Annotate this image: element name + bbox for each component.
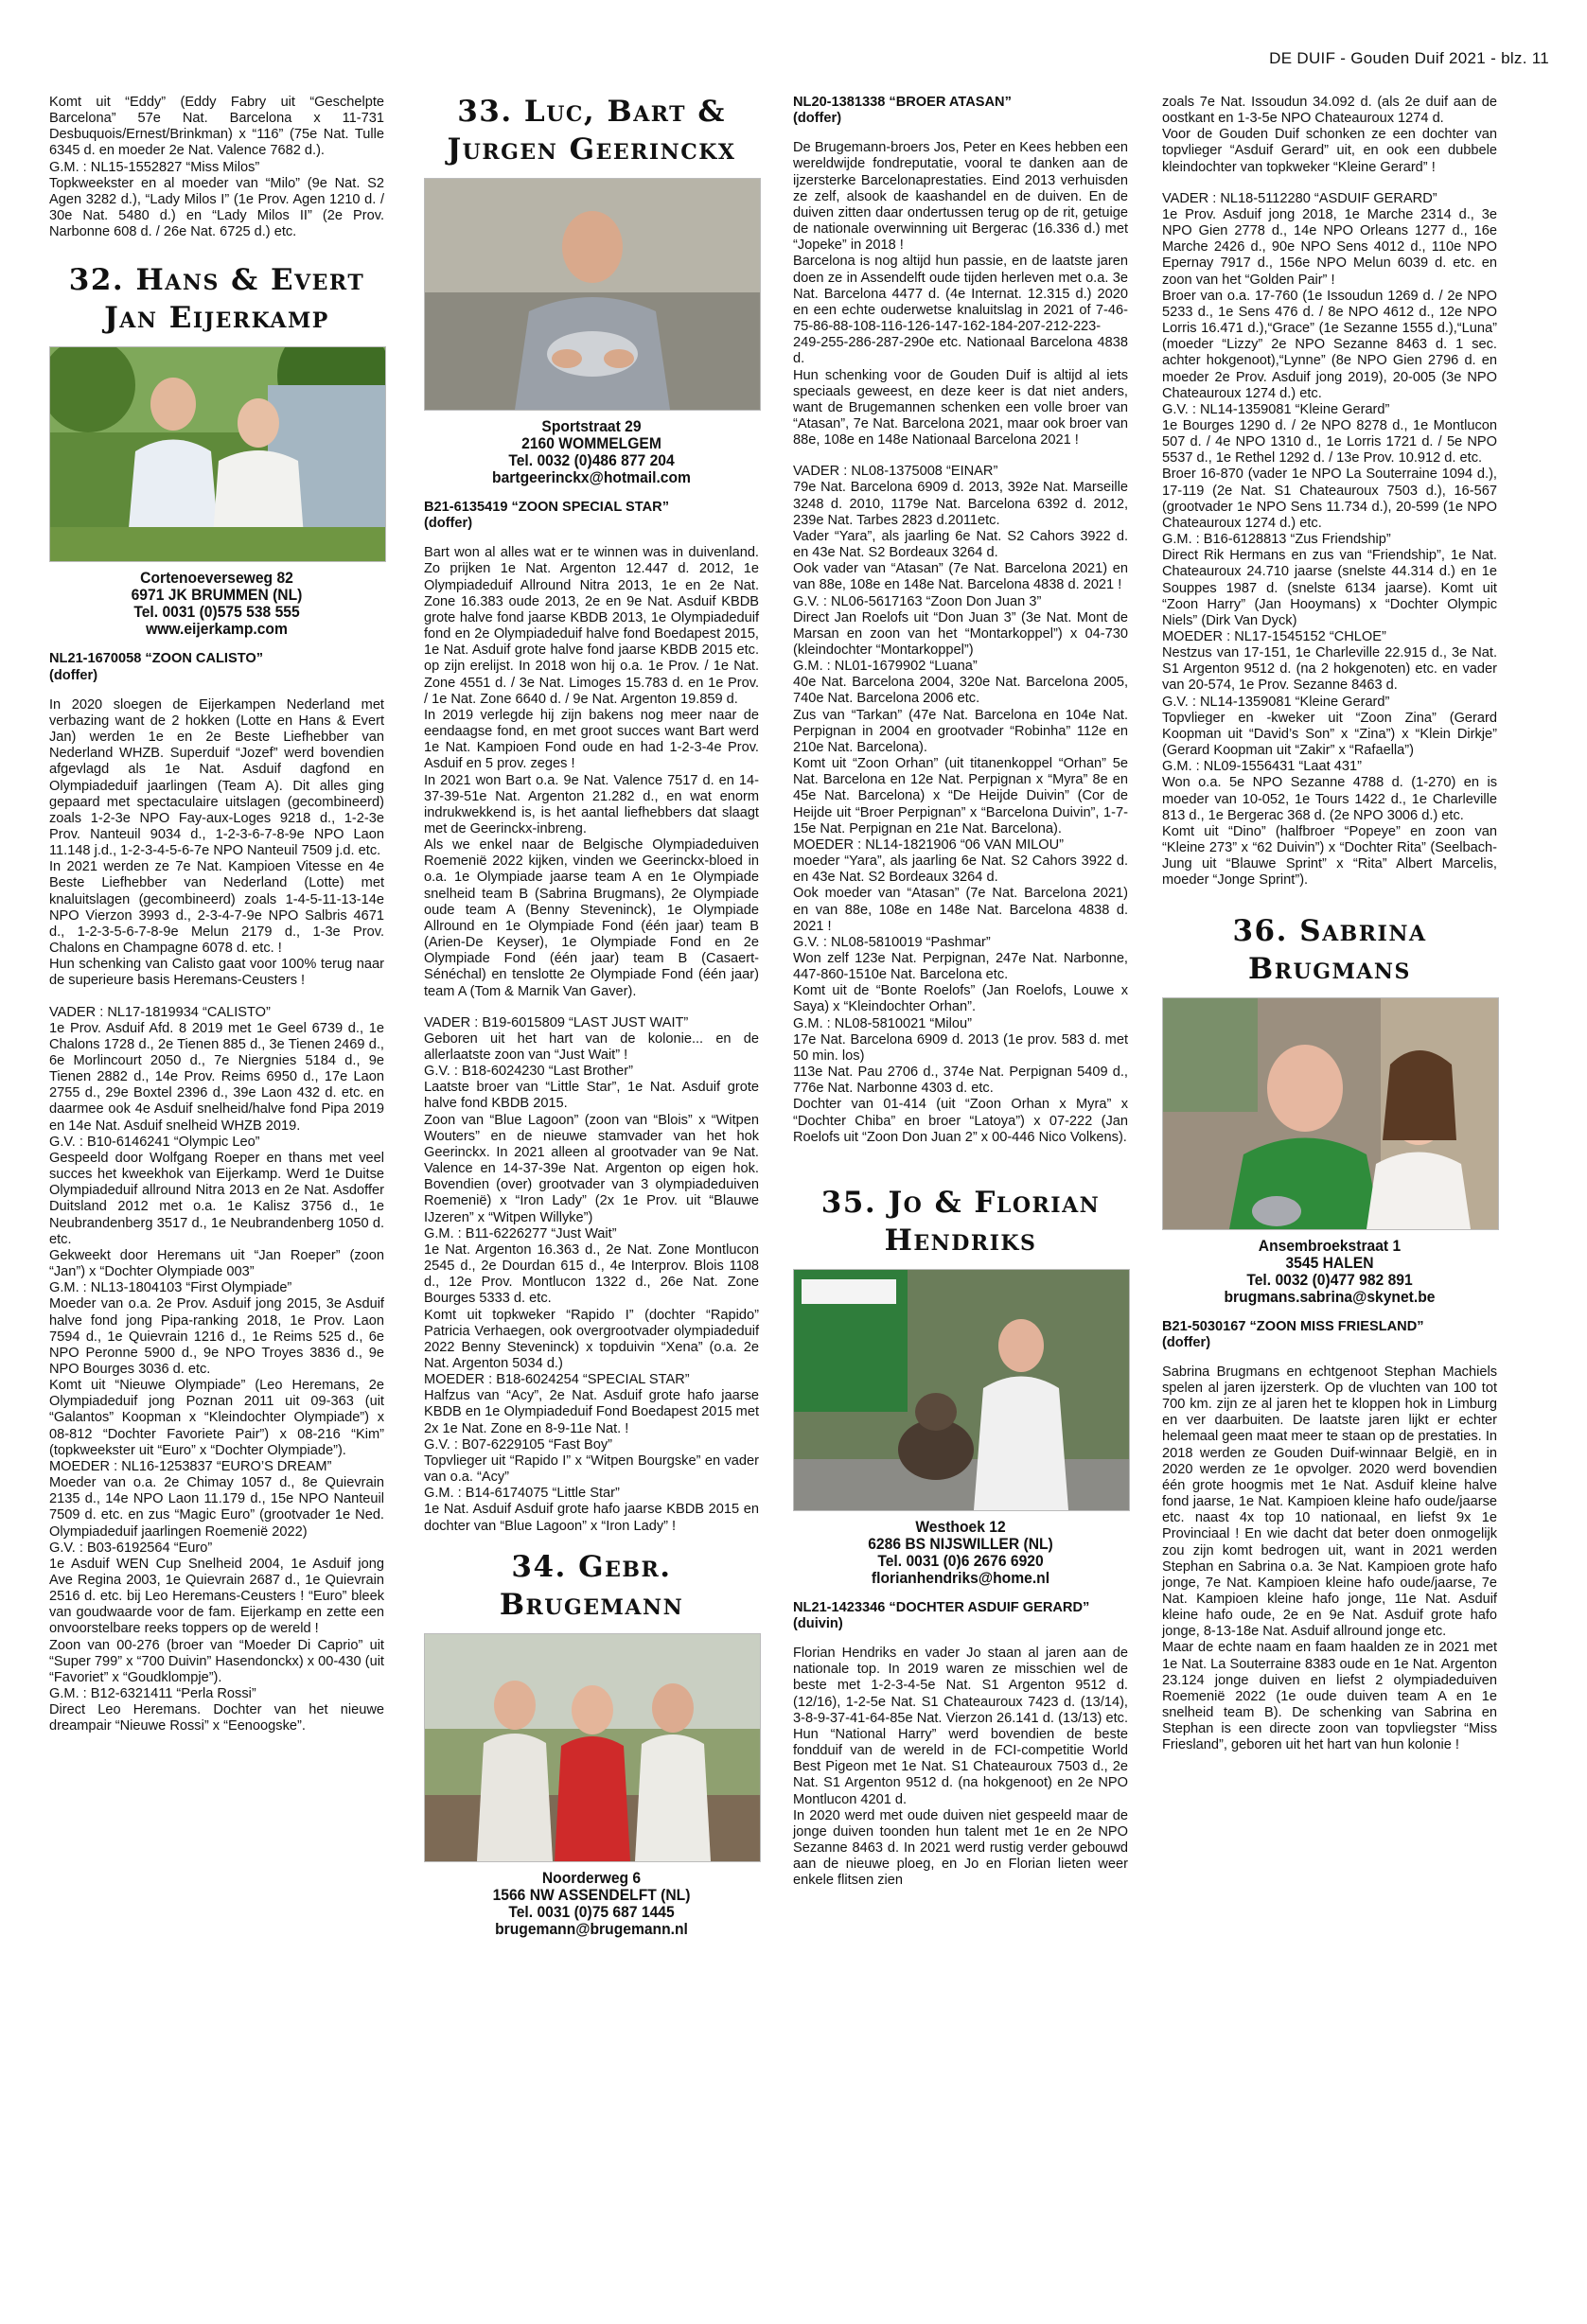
- body-35: Florian Hendriks en vader Jo staan al jaren aan de nationale top. In 2019 waren ze misschien wel de beste met 1-2-3-4-5e Nat. S1 Argenton 9512 d. (12/16), 1-2-5e Nat. S1 Chateauroux 7423 d. (13/14), 3-8-9-37-41-64-85e Nat. Vierzon 26.141 d. (13/13) etc. Hun “National Harry” werd bovendien de beste fondduif van de wereld in de FCI-competitie World Best Pigeon met 1e Nat. S1 Chateauroux 7503 d., 2e Nat. S1 Argenton 9512 d. (na hokgenoot) en 2e NPO Montlucon 4201 d. In 2020 werd met oude duiven niet gespeeld maar de jonge duiven toonden hun talent met 1e en 2e NPO Sezanne 8463 d. In 2021 werd rustig verder gebouwd aan de nieuwe ploeg, en Jo en Florian lieten weer enkele flitsen zien: [793, 1646, 1128, 1889]
- man-with-pigeon-photo: [425, 179, 760, 410]
- bird-name-36: B21-5030167 “ZOON MISS FRIESLAND” (doffer): [1162, 1318, 1424, 1350]
- body-34: De Brugemann-broers Jos, Peter en Kees hebben een wereldwijde fondreputatie, vooral te danken aan de ijzersterke Barcelonaprestaties. Eind 2013 verhuisden ze zelf, alsook de kaashandel en de duiven. En de duiven zitten daar ondertussen terug op de rit, getuige de nationale overwinning uit Bergerac (16.336 d.) met “Jopeke” in 2018 ! Barcelona is nog altijd hun passie, en de laatste jaren doen ze in Assendelft oude tijden herleven met o.a. 3e Nat. Barcelona 4477 d. (4e Internat. 12.315 d.) 2020 en een echte ouderwetse knaluitslag in 2021 of 7-46-75-86-88-108-116-126-147-162-184-207-212-223-249-255-286-287-290e etc. Nationaal Barcelona 4838 d. Hun schenking voor de Gouden Duif is altijd al iets speciaals geweest, en deze keer is dat niet anders, want de Brugemannen schenken een volle broer van “Atasan”, 7e Nat. Barcelona 2021, maar ook broer van 88e, 108e en 148e Nationaal Barcelona 2021 !: [793, 140, 1128, 449]
- intro-text: Komt uit “Eddy” (Eddy Fabry uit “Geschelpte Barcelona” 57e Nat. Barcelona x 11-731 Desbuquois/Ernest/Brinkman) x “116” (75e Nat. Tulle 6345 d. en moeder 2e Nat. Valence 7682 d.). G.M. : NL15-1552827 “Miss Milos” Topkweekster en al moeder van “Milo” (9e Nat. S2 Agen 3282 d.), “Lady Milos I” (1e Prov. Agen 1210 d. / 30e Nat. 5480 d.) en “Lady Milos II” (2e Prov. Narbonne 608 d. / 26e Nat. 6725 d.) etc.: [49, 95, 384, 240]
- column-1: [49, 95, 384, 1735]
- brugmans-photo: [1162, 997, 1499, 1230]
- pedigree-32: VADER : NL17-1819934 “CALISTO” 1e Prov. Asduif Afd. 8 2019 met 1e Geel 6739 d., 1e Chalons 1728 d., 2e Tienen 885 d., 3e Tienen 2469 d., 6e Morlincourt 2050 d., 7e Niergnies 5184 d., 9e Tienen 2882 d., 14e Prov. Reims 6950 d., 17e Laon 2755 d., 29e Boxtel 2396 d., 39e Laon 432 d. etc. en daarmee ook 4e Asduif snelheid/halve fond Pipa 2019 en 14e Nat. Asduif snelheid WHZB 2019. G.V. : B10-6146241 “Olympic Leo” Gespeeld door Wolfgang Roeper en thans met veel succes het kweekhok van Eijerkamp. Werd 1e Duitse Olympiadeduif allround Nitra 2013 en 2e Nat. Asdoffer Duitsland 2012 met o.a. 1e Kalisz 3756 d., 1e Neubrandenberg 3517 d., 1e Neubrandenberg 1050 d. etc. Gekweekt door Heremans uit “Jan Roeper” (zoon “Jan”) x “Dochter Olympiade 003” G.M. : NL13-1804103 “First Olympiade” Moeder van o.a. 2e Prov. Asduif jong 2015, 3e Asduif halve fond jong Pipa-ranking 2018, 1e Prov. Laon 7594 d., 1e Quievrain 1216 d., 1e Reims 525 d., 6e NPO Peronne 5900 d., 9e NPO Troyes 3836 d., 9e NPO Bourges 3036 d. etc. Komt uit “Nieuwe Olympiade” (Leo Heremans, 2e Olympiadeduif jong Poznan 2011 uit 09-363 (uit “Galantos” Koopman x “Kleindochter Olympiade”) x 08-812 “Dochter Favoriete Pair”) x 08-216 “Kim” (topkweekster uit “Euro” x “Dochter Olympiade”). MOEDER : NL16-1253837 “EURO’S DREAM” Moeder van o.a. 2e Chimay 1057 d., 8e Quievrain 2135 d., 14e NPO Laon 11.179 d., 15e NPO Nanteuil 7509 d. etc. en zus “Magic Euro” (grootvader 1e Ned. Olympiadeduif jaarlingen Roemenië 2022) G.V. : B03-6192564 “Euro” 1e Asduif WEN Cup Snelheid 2004, 1e Asduif jong Ave Regina 2003, 1e Quievrain 2687 d., 1e Quievrain 2516 d. etc. bij Leo Heremans-Ceusters ! “Euro” bleek van goudwaarde voor de fam. Eijerkamp en zette een onvoorstelbare reeks toppers op de wereld ! Zoon van 00-276 (broer van “Moeder Di Caprio” uit “Super 799” x “700 Duivin” Hasendonckx) x 00-430 (uit “Favoriet” x “Goudklompje”). G.M. : B12-6321411 “Perla Rossi” Direct Leo Heremans. Dochter van het nieuwe dreampair “Nieuwe Rossi” x “Eenoogske”.: [49, 1004, 384, 1734]
- body-35-continued: zoals 7e Nat. Issoudun 34.092 d. (als 2e duif aan de oostkant en 1-3-5e NPO Chateauroux 1274 d. Voor de Gouden Duif schonken ze een dochter van topvlieger “Asduif Gerard” uit, en ook een dubbele kleindochter van topkweker “Kleine Gerard” !: [1162, 95, 1497, 175]
- body-33: Bart won al alles wat er te winnen was in duivenland. Zo prijken 1e Nat. Argenton 12.447 d. 2012, 1e Olympiadeduif Allround Nitra 2013, 1e en 2e Nat. Zone 16.383 oude 2013, 2e en 9e Nat. Asduif KBDB grote halve fond jaarse KBDB 2013, 1e Olympiadeduif fond en 2e Olympiadeduif halve fond Boedapest 2015, 1e Nat. Asduif grote halve fond jaarse KBDB 2015 etc. op zijn erelijst. In 2018 won hij o.a. 1e Prov. / 1e Nat. Zone 4551 d. / 3e Nat. Limoges 15.783 d. en 1e Prov. / 1e Nat. Zone 6640 d. / 9e Nat. Argenton 19.859 d. In 2019 verlegde hij zijn bakens nog meer naar de eendaagse fond, en met groot succes want Bart werd 1e Nat. Kampioen Fond oude en had 1-2-3-4e Prov. Asduif en 5 prov. zeges ! In 2021 won Bart o.a. 9e Nat. Valence 7517 d. en 14-37-39-51e Nat. Argenton 21.282 d., en wat enorm indrukwekkend is, is het aantal liefhebbers dat slaagt met de Geerinckx-inbreng. Als we enkel naar de Belgische Olympiadeduiven Roemenië 2022 kijken, vinden we Geerinckx-bloed in o.a. 1e Olympiade jaarse team A en 1e Olympiade snelheid team B (Sabrina Brugmans), 2e Olympiade oude team A (Benny Steveninck), 1e Olympiade Allround en 1e Olympiade Fond (één jaar) team B (Arien-De Keyser), 1e Olympiade Fond en 2e Olympiade Fond (één jaar) team B (Casaert-Sénéchal) en tenslotte 2e Olympiade Fond (één jaar) team A (Tom & Marnik Van Gaver).: [424, 545, 759, 999]
- pedigree-34: VADER : NL08-1375008 “EINAR” 79e Nat. Barcelona 6909 d. 2013, 392e Nat. Marseille 3248 d. 2010, 1179e Nat. Barcelona 6392 d. 2012, 239e Nat. Tarbes 2823 d.2011etc. Vader “Yara”, als jaarling 6e Nat. S2 Cahors 3922 d. en 43e Nat. S2 Bordeaux 3264 d. Ook vader van “Atasan” (7e Nat. Barcelona 2021) en van 88e, 108e en 148e Nat. Barcelona 4838 d. 2021 ! G.V. : NL06-5617163 “Zoon Don Juan 3” Direct Jan Roelofs uit “Don Juan 3” (3e Nat. Mont de Marsan en zoon van het “Montarkoppel”) x 04-730 (kleindochter “Montarkoppel”) G.M. : NL01-1679902 “Luana” 40e Nat. Barcelona 2004, 320e Nat. Barcelona 2005, 740e Nat. Barcelona 2006 etc. Zus van “Tarkan” (47e Nat. Barcelona en 104e Nat. Perpignan in 2004 en grootvader “Robinha” 112e en 210e Nat. Barcelona). Komt uit “Zoon Orhan” (uit titanenkoppel “Orhan” 5e Nat. Barcelona en 12e Nat. Perpignan x “Myra” 8e en 45e Nat. Barcelona) x “De Heijde Duivin” (Cor de Heijde uit “Broer Perpignan” x “Barcelona Duivin”, 1-7-15e Nat. Perpignan en 21e Nat. Barcelona). MOEDER : NL14-1821906 “06 VAN MILOU” moeder “Yara”, als jaarling 6e Nat. S2 Cahors 3922 d. en 43e Nat. S2 Bordeaux 3264 d. Ook moeder van “Atasan” (7e Nat. Barcelona 2021) en van 88e, 108e en 148e Nat. Barcelona 4838 d. 2021 ! G.V. : NL08-5810019 “Pashmar” Won zelf 123e Nat. Perpignan, 247e Nat. Narbonne, 447-860-1510e Nat. Barcelona etc. Komt uit de “Bonte Roelofs” (Jan Roelofs, Louwe x Saya) x “Kleindochter Orhan”. G.M. : NL08-5810021 “Milou” 17e Nat. Barcelona 6909 d. 2013 (1e prov. 583 d. met 50 min. los) 113e Nat. Pau 2706 d., 374e Nat. Perpignan 5409 d., 776e Nat. Narbonne 4303 d. etc. Dochter van 01-414 (uit “Zoon Orhan x Myra” x “Dochter Chiba” en broer “Latoya”) x 07-222 (Jan Roelofs uit “Zoon Don Juan 2” x 00-446 Nico Volkens).: [793, 464, 1128, 1145]
- body-32: In 2020 sloegen de Eijerkampen Nederland met verbazing want de 2 hokken (Lotte en Hans & Evert Jan) werden 1e en 2e Beste Liefhebber van Nederland WHZB. Superduif “Jozef” werd bovendien afgevlagd als 1e Nat. Asduif dagfond en Olympiadeduif jaarlingen (Team A). Dit alles ging gepaard met spectaculaire uitslagen (gecombineerd) zoals 1-2-3e NPO Fay-aux-Loges 9218 d., 1-2-3e Prov. Nanteuil 9034 d., 1-2-3-6-7-8-9e NPO Laon 11.148 j.d., 1-2-3-4-5-6-7e NPO Nanteuil 7509 j.d. etc. In 2021 werden ze 7e Nat. Kampioen Vitesse en 4e Beste Liefhebber van Nederland (Lotte) met knaluitslagen (gecombineerd) zoals 1-4-5-11-13-14e NPO Vierzon 3993 d., 2-3-4-7-9e NPO Salbris 4671 d., 1-2-3-5-6-7-8-9e Melun 2179 d., 1-3e Prov. Chalons en Champagne 6078 d. etc. ! Hun schenking van Calisto gaat voor 100% terug naar de superieure basis Heremans-Ceusters !: [49, 696, 384, 989]
- section-title-36: 36. Sabrina Brugmans: [1232, 913, 1427, 986]
- couple-with-pigeon-photo: [1163, 998, 1498, 1229]
- address-33: Sportstraat 29 2160 WOMMELGEM Tel. 0032 (0)486 877 204 bartgeerinckx@hotmail.com: [492, 417, 691, 486]
- section-title-32: 32. Hans & Evert Jan Eijerkamp: [68, 263, 365, 336]
- bird-name-33: B21-6135419 “ZOON SPECIAL STAR” (doffer): [424, 500, 669, 532]
- address-36: Ansembroekstraat 1 3545 HALEN Tel. 0032 (0)477 982 891 brugmans.sabrina@skynet.be: [1224, 1236, 1436, 1306]
- address-35: Westhoek 12 6286 BS NIJSWILLER (NL) Tel. 0031 (0)6 2676 6920 florianhendriks@home.nl: [868, 1517, 1053, 1587]
- geerinckx-photo: [424, 178, 761, 411]
- pedigree-33: VADER : B19-6015809 “LAST JUST WAIT” Geboren uit het hart van de kolonie... en de allerlaatste zoon van “Just Wait” ! G.V. : B18-6024230 “Last Brother” Laatste broer van “Little Star”, 1e Nat. Asduif grote halve fond KBDB 2015. Zoon van “Blue Lagoon” (zoon van “Blois” x “Witpen Wouters” en de nieuwe stamvader van het hok Geerinckx. In 2021 alleen al grootvader van 9e Nat. Valence en 14-37-39e Nat. Argenton op eigen hok. Bovendien (over) grootvader van 3 olympiadeduiven Roemenië) x “Iron Lady” (2x 1e Prov. uit “Blauwe IJzeren” x “Witpen Willyke”) G.M. : B11-6226277 “Just Wait” 1e Nat. Argenton 16.363 d., 2e Nat. Zone Montlucon 2545 d., 2e Dourdan 615 d., 4e Interprov. Blois 1108 d., 12e Prov. Montlucon 1322 d., 26e Nat. Zone Bourges 5333 d. etc. Komt uit topkweker “Rapido I” (dochter “Rapido” Patricia Verhaegen, ook overgrootvader olympiadeduif 2022 Benny Steveninck) x topduivin “Xena” (o.a. 2e Nat. Argenton 5034 d.) MOEDER : B18-6024254 “SPECIAL STAR” Halfzus van “Acy”, 2e Nat. Asduif grote hafo jaarse KBDB en 1e Olympiadeduif Fond Boedapest 2015 met 2x 1e Nat. Zone en 8-9-11e Nat. ! G.V. : B07-6229105 “Fast Boy” Topvlieger uit “Rapido I” x “Witpen Bourgske” en vader van o.a. “Acy” G.M. : B14-6174075 “Little Star” 1e Nat. Asduif Asduif grote hafo jaarse KBDB 2015 en dochter van “Blue Lagoon” x “Iron Lady” !: [424, 1014, 759, 1534]
- section-title-33: 33. Luc, Bart & Jurgen Geerinckx: [447, 95, 736, 167]
- section-title-35: 35. Jo & Florian Hendriks: [820, 1185, 1101, 1258]
- section-title-34: 34. Gebr. Brugemann: [499, 1549, 684, 1622]
- bird-name-35: NL21-1423346 “DOCHTER ASDUIF GERARD” (duivin): [793, 1599, 1090, 1631]
- page-header: DE DUIF - Gouden Duif 2021 - blz. 11: [1269, 49, 1549, 67]
- bird-name-34: NL20-1381338 “BROER ATASAN” (doffer): [793, 95, 1012, 127]
- hendriks-photo: [793, 1269, 1130, 1511]
- pedigree-35: VADER : NL18-5112280 “ASDUIF GERARD” 1e Prov. Asduif jong 2018, 1e Marche 2314 d., 3e NPO Gien 2778 d., 14e NPO Orleans 1277 d., 16e Marche 2426 d., 90e NPO Sens 4012 d., 110e NPO Epernay 7917 d., 156e NPO Melun 6039 d. etc. en zoon van het “Golden Pair” ! Broer van o.a. 17-760 (1e Issoudun 1269 d. / 2e NPO 5233 d., 1e Sens 476 d. / 8e NPO 4612 d., 12e NPO Lorris 16.471 d.),“Grace” (1e Sezanne 1555 d.),“Luna” (moeder “Lizzy” 2e NPO Sezanne 8463 d. 1 sec. achter hokgenoot),“Lynne” (8e NPO Gien 2796 d. en moeder 2e Prov. Asduif jong 2019), 20-005 (3e NPO Chateauroux 1274 d.) etc. G.V. : NL14-1359081 “Kleine Gerard” 1e Bourges 1290 d. / 2e NPO 8278 d., 1e Montlucon 507 d. / 4e NPO 1310 d., 1e Lorris 1721 d. / 5e NPO 5537 d., 1e Rethel 1292 d. / 13e Prov. 10.912 d. etc. Broer 16-870 (vader 1e NPO La Souterraine 1094 d.), 17-119 (2e Nat. S1 Chateauroux 7503 d.), 16-567 (grootvader 1e NPO Sens 11.734 d.), 20-599 (1e NPO Chateauroux 1274 d.) etc. G.M. : B16-6128813 “Zus Friendship” Direct Rik Hermans en zus van “Friendship”, 1e Nat. Chateauroux 24.710 jaarse (snelste 44.314 d.) en 1e Souppes 1987 d. (snelste 6134 jaarse). Komt uit “Zoon Harry” (Jan Hooymans) x “Dochter Olympic Niels” (Dirk Van Dyck) MOEDER : NL17-1545152 “CHLOE” Nestzus van 17-151, 1e Charleville 22.915 d., 3e Nat. S1 Argenton 9512 d. (na 2 hokgenoten) etc. en vader van 20-574, 1e Prov. Sezanne 8463 d. G.V. : NL14-1359081 “Kleine Gerard” Topvlieger en -kweker uit “Zoon Zina” (Gerard Koopman uit “David’s Son” x “Zina”) x “Klein Dirkje” (Gerard Koopman uit “Zakir” x “Rafaella”) G.M. : NL09-1556431 “Laat 431” Won o.a. 5e NPO Sezanne 4788 d. (1-270) en is moeder van 10-052, 1e Tours 1422 d., 1e Charleville 813 d., 1e Bergerac 368 d. (2e NPO 3006 d.) etc. Komt uit “Dino” (halfbroer “Popeye” en zoon van “Kleine 273” x “62 Duivin”) x “Dochter Rita” (Seelbach-Jung uit “Blauwe Sprint” x “Rita” Albert Marcelis, moeder “Jonge Sprint”).: [1162, 190, 1497, 889]
- address-32: Cortenoeverseweg 82 6971 JK BRUMMEN (NL) Tel. 0031 (0)575 538 555 www.eijerkamp.com: [131, 569, 303, 639]
- address-34: Noorderweg 6 1566 NW ASSENDELFT (NL) Tel. 0031 (0)75 687 1445 brugemann@brugemann.nl: [492, 1868, 691, 1938]
- column-2: [424, 95, 759, 1951]
- men-with-dog-photo: [794, 1270, 1129, 1510]
- column-3: [793, 95, 1128, 1890]
- two-men-garden-photo: [50, 347, 385, 561]
- body-36: Sabrina Brugmans en echtgenoot Stephan Machiels spelen al jaren ijzersterk. Op de vluchten van 100 tot 700 km. zijn ze al jaren het te kloppen hok in Limburg en ver daarbuiten. De laatste jaren lijkt er echter helemaal geen maat meer te staan op de prestaties. In 2018 werden ze Gouden Duif-winnaar België, en in 2020 werden ze 1e opvolger. 2020 werd bovendien één grote hoogmis met 1e Nat. Asduif kleine halve fond jaarse, 1e Nat. Kampioen kleine hafo oude/jaarse etc. naast 4x top 10 nationaal, en liefst 9x 1e Provinciaal ! En wie dacht dat beter doen onmogelijk zou zijn komt bedrogen uit, want in 2021 werden Stephan en Sabrina o.a. 3e Nat. Kampioen grote hafo jonge, 7e Nat. Kampioen kleine hafo oude/jaarse, 7e Nat. Kampioen kleine hafo jonge, 11e Nat. Asduif kleine hafo oude, 2e en 9e Nat. Asduif grote hafo jonge, 8-13-18e Nat. Asduif allround jonge etc. Maar de echte naam en faam haalden ze in 2021 met 1e Nat. La Souterraine 8383 oude en 1e Nat. Argenton 23.124 jonge duiven en liefst 2 olympiadeduiven Roemenië 2022 (1e oude duiven team A en 1e snelheid team B). De schenking van Sabrina en Stephan is een directe zoon van topvliegster “Miss Friesland”, geboren uit het hart van hun kolonie !: [1162, 1364, 1497, 1753]
- column-4: [1162, 95, 1497, 1754]
- brugemann-photo: [424, 1633, 761, 1862]
- bird-name-32: NL21-1670058 “ZOON CALISTO” (doffer): [49, 651, 264, 683]
- three-men-photo: [425, 1634, 760, 1861]
- eijerkamp-photo: [49, 346, 386, 562]
